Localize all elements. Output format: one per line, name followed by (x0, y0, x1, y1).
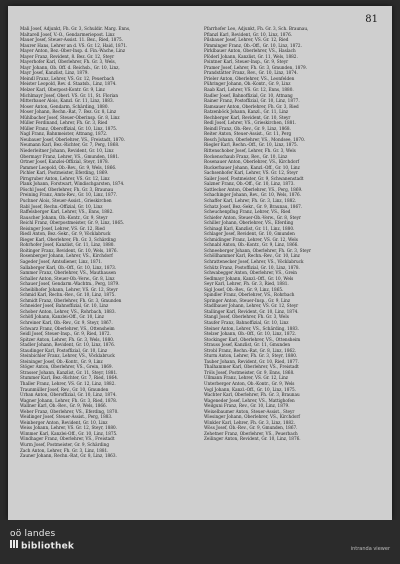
directory-entry: Sammer Franz, Oberlehrer, VS., Mauthausen (20, 270, 116, 276)
directory-entry: Schiller Johann, Oberlehrer, VS., Eferding (204, 220, 294, 226)
directory-entry: Spindler Franz, Oberlehrer, VS., Rohrbach (204, 292, 295, 298)
directory-entry: Schöllhammer Karl, Rechn.-Rev., Gr. 10, Linz (204, 253, 300, 259)
directory-entry: Neubauer Josef, Oberlehrer, VS., Freistadt, 1870. (20, 136, 126, 142)
directory-entry: Schrattenecker Josef, Lehrer, VS., Vöcklabruck (204, 258, 304, 264)
directory-entry: Schöfl Johann, Kanzlei-Off., Gr. 10, Linz (20, 314, 104, 320)
directory-entry: Winkler Karl, Lehrer, Fh. Gr. 3, Linz, 1882. (204, 419, 296, 425)
directory-entry: Moser Johann, Rechn.-Rat, 7. Bez. Gr. 8, Linz (20, 109, 117, 115)
directory-entry: Maltarell Josef, V.-O., Gendarmeriepost. Linz (20, 31, 115, 37)
directory-entry: Pointner Karl, Steuer-Insp., Gr. 9, Steyr (204, 59, 289, 65)
directory-entry: Seidl Josef, Steuer-Insp., Gr. 9, Ried, 1872. (20, 331, 111, 337)
directory-entry: Wurm Josef, Postmeister, Gr. 9, Schärding (20, 442, 110, 448)
directory-entry: Scheuchenpflug Franz, Lehrer, VS., Ried (204, 209, 291, 215)
directory-entry: Stadler Johann, Revident, Gr. 10, Linz, 1876. (20, 342, 116, 348)
directory-entry: Stockinger Karl, Oberlehrer, VS., Ottensheim (204, 336, 301, 342)
directory-entry: Pöschl Josef, Oberlehrer, Fh. Gr. 3, Braunau (20, 186, 114, 192)
directory-entry: Traunmüller Josef, Rev., Gr. 10, Gmunden (20, 386, 109, 392)
directory-entry: Redl Josef, Lehrer, VS., Grieskirchen, 1881. (204, 120, 297, 126)
directory-entry: Riedl Anton, Bez.-Sekr., Gr. 9, Vöcklabruck (20, 231, 111, 237)
directory-entry: Schmidt Franz, Oberlehrer, Fh. Gr. 3, Gmunden (20, 297, 122, 303)
directory-entry: Wageneder Josef, Lehrer, VS., Mattighofen (204, 397, 295, 403)
directory-entry: Ruckerbauer Johann, Kanzl.-Off., Gr. 10, Linz (204, 164, 300, 170)
directory-entry: Melzer Karl, Oberpost-Kontr. Gr. 9, Linz (20, 87, 105, 93)
directory-entry: Riegler Karl, Rechn.-Off., Gr. 10, Linz, 1875. (204, 142, 299, 148)
directory-entry: Wiesinger Johann, Oberlehrer, VS., Kirchdorf (204, 414, 300, 420)
directory-entry: Rittenschober Josef, Lehrer, Fh. Gr. 3, Wels (204, 148, 296, 154)
directory-entry: Strobl Franz, Rechn.-Rat, Gr. 8, Linz, 1862. (204, 347, 297, 353)
directory-entry: Schaffer Karl, Lehrer, Fh. Gr. 3, Linz, 1882. (204, 197, 297, 203)
directory-entry: Mühlbacher Josef, Steuer-Oberinsp. Gr. 8, Linz (20, 114, 120, 120)
directory-entry: Schütz Franz, Postoffizial, Gr. 10, Linz, 1878. (204, 264, 300, 270)
directory-entry: Meindl Franz, Lehrer, VS. Gr. 12, Peuerbach (20, 75, 115, 81)
directory-entry: Rainer Franz, Postoffizial, Gr. 10, Linz, 1877. (204, 98, 300, 104)
directory-entry: Reiter Anton, Steuer-Assist., Gr. 11, Perg (204, 131, 292, 137)
directory-entry: Strasser Johann, Kanzlist, Gr. 11, Steyr, 1881. (20, 369, 118, 375)
directory-entry: Rohrhofer Josef, Kanzlist, Gr. 11, Linz, 1880. (20, 242, 115, 248)
directory-entry: Pramer Josef, Lehrer, Fh. Gr. 3, Gmunden, 1879. (204, 64, 307, 70)
directory-entry: Preining Franz, Amts-Rev., Gr. 10, Linz, 1877. (20, 192, 118, 198)
directory-entry: Schreiner Karl, Ob.-Rev., Gr. 9, Steyr, 1867. (20, 319, 113, 325)
directory-entry: Stangl Josef, Oberlehrer, Fh. Gr. 3, Wels (204, 314, 289, 320)
directory-entry: Stallinger Karl, Revident, Gr. 10, Linz, 1874. (204, 308, 299, 314)
directory-entry: Steininger Josef, Ob.-Kontr., Gr. 9, Linz (20, 358, 103, 364)
directory-entry: Rosenberger Johann, Lehrer, VS., Kirchdorf (20, 253, 113, 259)
directory-entry: Scheiblhofer Johann, Lehrer, VS. Gr. 12, Steyr (20, 286, 118, 292)
directory-entry: Zach Anton, Lehrer, Fh. Gr. 3, Linz, 1881. (20, 447, 109, 453)
directory-entry: Pirngruber Anton, Lehrer, VS. Gr. 12, Linz (20, 175, 110, 181)
directory-entry: Reindl Franz, Ob.-Rev., Gr. 9, Linz, 1868. (204, 125, 291, 131)
directory-entry: Schaller Anton, Steuer-Ob.-Verw., Gr. 8, Linz (20, 275, 115, 281)
directory-entry: Staufer Franz, Bahnoffizial, Gr. 10, Linz (204, 319, 289, 325)
viewer-label: intranda viewer (350, 546, 390, 552)
directory-entry: Moser Anton, Gendarm, Schärding, 1880. (20, 103, 109, 109)
directory-entry: Unterberger Anton, Ob.-Kontr., Gr. 9, Wels (204, 381, 295, 386)
directory-entry: Steiner Anton, Lehrer, VS., Schärding, 1883. (204, 325, 299, 331)
directory-entry: Sattlecker Anton, Oberlehrer, VS., Perg, 1869. (204, 186, 303, 192)
directory-entry: Schauer Josef, Gendarm.-Wachtm., Perg, 1879. (20, 281, 120, 287)
directory-entry: Wöss Josef, Ob.-Rev., Gr. 9, Gmunden, 1867. (204, 425, 298, 431)
directory-entry: Sailer Josef, Postmeister, Gr. 9, Schwanenstadt (204, 175, 304, 181)
directory-entry: Pimminger Franz, Ob.-Off., Gr. 10, Linz, 1872. (204, 42, 302, 48)
directory-entry: Sachsenhofer Karl, Lehrer, VS. Gr. 12, Steyr (204, 170, 298, 176)
library-logo[interactable] (10, 529, 74, 553)
directory-entry: Rieger Karl, Oberlehrer, Fh. Gr. 3, Schärding (20, 236, 116, 242)
viewer-footer (0, 520, 400, 564)
directory-entry: Obermayr Franz, Lehrer, VS., Gmunden, 1881. (20, 153, 120, 159)
directory-entry: Schwabegger Anton, Oberlehrer, VS., Grein (204, 270, 297, 276)
directory-entry: Stelzer Johann, Ob.-Off., Gr. 10, Linz, 1872. (204, 331, 297, 337)
directory-entry: Tauber Johann, Revident, Gr. 10, Ried, 1877. (204, 358, 299, 364)
directory-entry: Neumann Karl, Bez.-Richter, Gr. 7, Perg, 1868. (20, 142, 120, 148)
directory-entry: Staudinger Karl, Postoffizial, Gr. 10, Linz (20, 347, 108, 353)
directory-entry: Weidinger Josef, Steuer-Assist., Perg, 1883. (20, 414, 113, 420)
directory-entry: Plöderl Johann, Kanzlist, Gr. 11, Wels, 1882. (204, 53, 298, 59)
directory-entry: Schatz Josef, Bez.-Sekr., Gr. 9, Braunau, 1867. (204, 203, 303, 209)
directory-entry: Mauer Josef, Steuer-Assist. 11. Bez., Ried, 1875. (20, 37, 124, 43)
directory-entry: Schachinger Johann, Rev., Gr. 10, Wels, 1876. (204, 192, 302, 198)
directory-entry: Resch Johann, Oberlehrer, VS., Mondsee, 1870. (204, 136, 306, 142)
directory-entry: Reichl Franz, Oberpostmeister, Gr. 9, Linz, 1865. (20, 220, 125, 226)
directory-entry: Wachter Karl, Oberlehrer, Fh. Gr. 3, Braunau (204, 392, 300, 398)
directory-entry: Steinbichler Franz, Lehrer, VS., Vöcklabruck (20, 353, 115, 359)
directory-entry: Schlager Josef, Revident, Gr. 10, Gmunden (204, 231, 295, 237)
directory-entry: Stummer Karl, Bez.-Richter, Gr. 7, Ried, 1864. (20, 375, 119, 381)
directory-entry: Raffelsberger Karl, Lehrer, VS., Enns, 1882. (20, 209, 114, 215)
directory-entry: Rosenauer Anton, Oberlehrer, VS., Kirchdorf (204, 159, 300, 165)
directory-entry: Vogl Johann, Kanzl.-Off., Gr. 10, Linz, 1875. (204, 386, 297, 392)
directory-entry: Seyr Karl, Lehrer, Fh. Gr. 3, Ried, 1881. (204, 281, 289, 287)
directory-entry: Thaller Franz, Lehrer, VS. Gr. 12, Linz, 1882. (20, 381, 116, 386)
logo-text-line2: bibliothek (21, 541, 75, 552)
directory-entry: Mali Josef, Adjunkt, Fh. Gr. 3, Schuldir. Marg. Enns, (20, 26, 131, 31)
directory-entry: Stadlbauer Johann, Lehrer, VS. Gr. 12, Steyr (204, 303, 299, 309)
directory-entry: Rechberger Karl, Revident, Gr. 10, Steyr (204, 114, 291, 120)
directory-entry: Mayr Johann, Ob. Off. d. Reichsb., Gr. 10, Linz, (20, 64, 120, 70)
directory-entry: Weixelbaumer Anton, Steuer-Assist., Steyr (204, 408, 295, 414)
directory-entry: Rabl Josef, Rechn.-Offizial, Gr. 10, Linz (20, 203, 103, 209)
directory-entry: Pfarrhofer Leo, Adjunkt, Fh. Gr. 3, Sch. Braunau, (204, 26, 309, 31)
directory-entry: Niederleitner Johann, Revident, Gr. 10, Linz (20, 148, 114, 154)
directory-entry: Raab Karl, Lehrer, VS. Gr. 12, Enns, 1880. (204, 87, 294, 93)
directory-entry: Stöger Anton, Oberlehrer, VS., Grein, 1869. (20, 364, 113, 370)
directory-entry: Michlmayr Josef, Oberl. VS. Gr. 11, St. Florian (20, 92, 119, 98)
directory-entry: Ortner Josef, Kanzlei-Offizial, Steyr, 1878. (20, 159, 109, 165)
directory-entry: Wallner Karl, Ob.-Rev., Gr. 9, Wels, 1866. (20, 403, 108, 409)
directory-entry: Pichler Karl, Postmeister, Eferding, 1869. (20, 170, 109, 176)
directory-entry: Plank Johann, Forstwart, Windischgarsten, 1874. (20, 181, 125, 187)
directory-entry: Springer Anton, Steuer-Insp., Gr. 9, Linz (204, 297, 291, 303)
directory-entry: Weinberger Anton, Revident, Gr. 10, Linz (20, 419, 108, 425)
directory-entry: Weilguni Franz, Rev., Gr. 10, Linz, 1879. (204, 403, 290, 409)
directory-entry: Pirklbauer Anton, Oberlehrer, VS., Haslach (204, 48, 296, 54)
directory-entry: Rauscher Johann, Ob.-Kontr., Gr. 9, Steyr (20, 214, 108, 220)
directory-entry: Ratzenböck Johann, Kanzl., Gr. 11, Linz (204, 109, 289, 115)
directory-entry: Schmid Karl, Rechn.-Rev., Gr. 10, Linz, 1875. (20, 292, 116, 298)
directory-entry: Sturm Anton, Lehrer, Fh. Gr. 3, Steyr, 1880. (204, 353, 298, 359)
directory-entry: Puchner Alois, Steuer-Assist., Grieskirchen (20, 197, 112, 203)
directory-entry: Strauss Josef, Kanzlist, Gr. 11, Gmunden (204, 342, 291, 348)
document-page (8, 6, 392, 520)
directory-entry: Schiefer Anton, Steuer-Ob.-Verw., Gr. 8, Steyr (204, 214, 302, 220)
directory-entry: Sageder Josef, Amtsdiener, Linz, 1871. (20, 258, 103, 264)
directory-entry: Salzner Franz, Ob.-Off., Gr. 10, Linz, 1873. (204, 181, 295, 187)
directory-entry: Rockenschaub Franz, Rev., Gr. 10, Linz (204, 153, 288, 159)
directory-entry: Schneeberger Johann, Oberlehrer, Fh. Gr. 3, Steyr (204, 247, 311, 253)
directory-entry: Nagl Franz, Bahnmeister, Attnang, 1872. (20, 131, 108, 137)
directory-entry: Schnabl Anton, Ob.-Kontr., Gr. 9, Linz, 1866. (204, 242, 299, 248)
directory-entry: Spitzer Anton, Lehrer, Fh. Gr. 3, Wels, 1880. (20, 336, 115, 342)
directory-entry: Sigl Josef, Ob.-Rev., Gr. 9, Linz, 1865. (204, 286, 284, 292)
directory-entry: Prandstätter Franz, Rev., Gr. 10, Linz, 1874. (204, 70, 298, 76)
directory-entry: Pühringer Johann, Ob.-Kontr., Gr. 9, Linz (204, 81, 291, 87)
directory-entry: Reisinger Josef, Lehrer, VS. Gr. 12, Ried (20, 225, 105, 231)
directory-entry: Prieler Anton, Oberlehrer, VS., Leonfelden (204, 75, 295, 81)
directory-entry: Mayer Franz, Revident, 8. Bez. Gr. 12, Steyr (20, 53, 115, 59)
directory-entry: Schmidinger Franz, Lehrer, VS. Gr. 12, Wels (204, 236, 298, 242)
directory-entry: Ramsauer Anton, Oberlehrer, Fh. Gr. 3, Ried (204, 103, 299, 109)
directory-entry: Zehetner Franz, Oberlehrer, VS., Peuerbach (204, 430, 298, 436)
directory-entry: Sallaberger Karl, Ob.-Off., Gr. 10, Linz, 1873. (20, 264, 117, 270)
directory-entry: Maurer Hans, Lehrer an d. VS. Gr. 12, Haid, 1871. (20, 42, 128, 48)
directory-entry: Pammer Leopold, Ob.-Rev., Gr. 9, Wels, 1866. (20, 164, 117, 170)
directory-entry: Mayer Anton, Bez.-Ober-Insp. d. Fin.-Wache, Linz (20, 48, 126, 54)
directory-entry: Schinagl Karl, Kanzlist, Gr. 11, Linz, 1880. (204, 225, 295, 231)
directory-entry: Schwarz Franz, Oberlehrer, VS., Ottensheim (20, 325, 115, 331)
directory-entry: Wagner Johann, Lehrer, Fh. Gr. 3, Ried, 1878. (20, 397, 118, 403)
logo-bars-icon (10, 540, 19, 552)
directory-entry: Meister Leopold, Rev. d. Staatsb., Linz, 1874. (20, 81, 117, 87)
directory-entry: Müller Ferdinand, Lehrer, Fh. Gr. 3, Ried (20, 120, 108, 126)
directory-entry: Weiss Johann, Lehrer, VS. Gr. 12, Steyr, 1880. (20, 425, 118, 431)
directory-entry: Wimmer Karl, Kanzlei-Off., Gr. 10, Linz, 1875. (20, 430, 118, 436)
directory-entry: Zeilinger Anton, Revident, Gr. 10, Linz, 1876. (204, 436, 301, 442)
directory-entry: Schober Anton, Lehrer, VS., Rohrbach, 1883. (20, 308, 116, 314)
directory-entry: Pflanzl Karl, Revident, Gr. 10, Linz, 1876. (204, 31, 293, 37)
left-column (20, 26, 196, 512)
directory-entry: Windhager Franz, Oberlehrer, VS., Freistadt (20, 436, 115, 442)
directory-entry: Müller Franz, Oberoffizial, Gr. 10, Linz, 1875. (20, 125, 118, 131)
directory-entry: Schneider Josef, Bahnoffizial, Gr. 10, Linz (20, 303, 109, 309)
directory-entry: Mayr Josef, Kanzlist, Linz, 1879. (20, 70, 89, 76)
directory-entry: Roitinger Franz, Revident, Gr. 10, Wels, 1876. (20, 247, 118, 253)
directory-entry: Sedlmayr Johann, Kanzl.-Off., Gr. 10, Wels (204, 275, 294, 281)
directory-entry: Urban Anton, Oberoffizial, Gr. 10, Linz, 1874. (20, 392, 117, 398)
directory-entry: Mayerhofer Karl, Oberlehrer, Fh. Gr. 3, Wels, (20, 59, 117, 65)
directory-entry: Thalhammer Karl, Oberlehrer, VS., Freistadt (204, 364, 299, 370)
directory-entry: Zauner Johann, Rechn.-Rat, Gr. 8, Linz, 1863. (20, 453, 117, 459)
directory-entry: Tröls Josef, Postmeister, Gr. 9, Enns, 1868. (204, 369, 295, 375)
directory-entry: Pilsbauer Josef, Lehrer, VS. Gr. 12, Ried (204, 37, 289, 43)
right-column (204, 26, 380, 512)
directory-entry: Radler Josef, Bahnoffizial, Gr. 10, Attnang (204, 92, 293, 98)
directory-entry: Mitterbauer Alois, Kanzl. Gr. 11, Linz, 1883. (20, 98, 114, 104)
logo-text-line1: oö landes (10, 529, 56, 539)
page-number: 81 (365, 14, 378, 25)
directory-entry: Ullmann Franz, Lehrer, VS. Gr. 12, Linz (204, 375, 288, 381)
directory-entry: Weber Franz, Oberlehrer, VS., Eferding, 1870. (20, 408, 119, 414)
